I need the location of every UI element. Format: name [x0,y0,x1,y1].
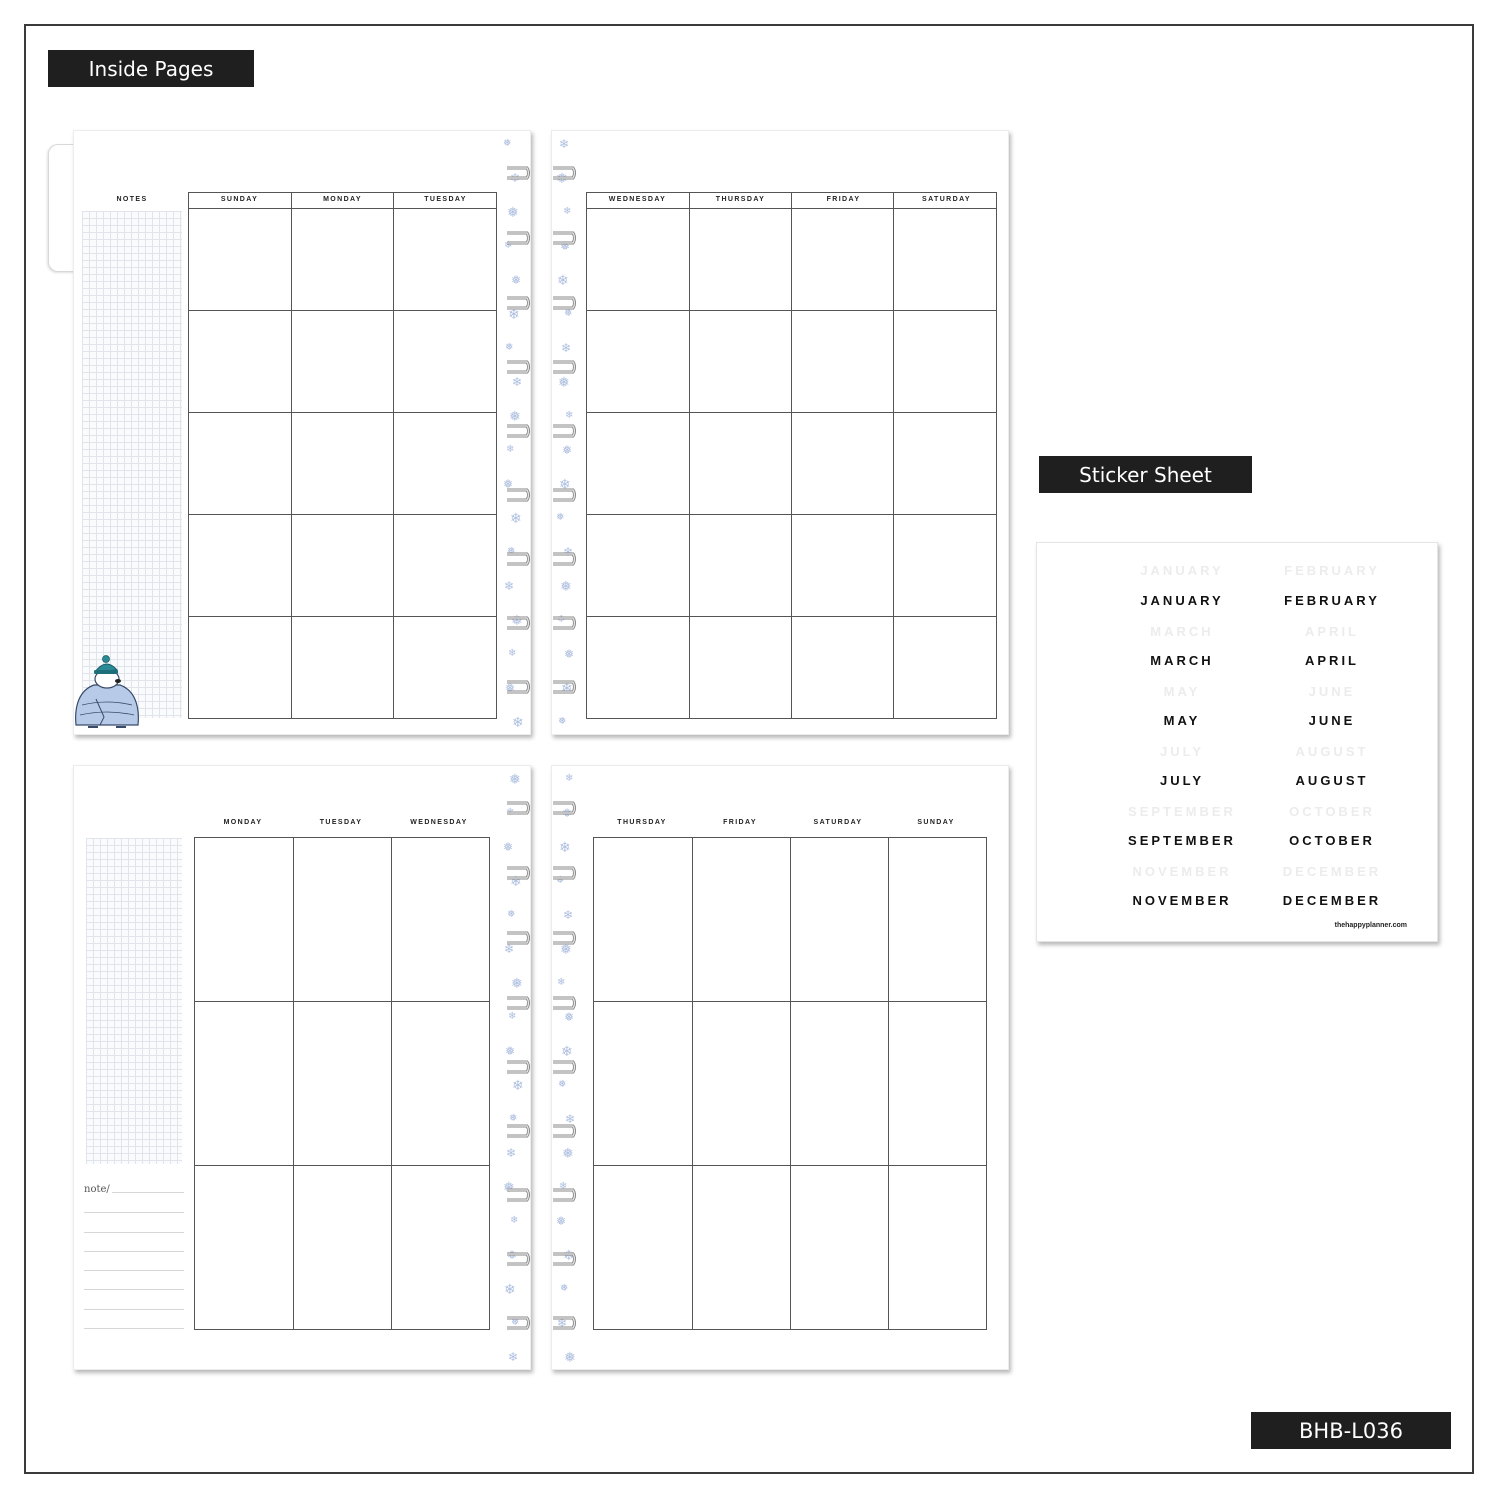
month-sticker: APRIL [1305,653,1359,668]
day-header: SUNDAY [917,819,955,826]
snowflake-icon: ❄ [559,839,571,855]
snowflake-icon: ❅ [507,909,516,920]
day-header: SATURDAY [813,819,863,826]
month-sticker: MAY [1163,713,1201,728]
snowflake-icon: ❄ [510,510,522,526]
snowflake-icon: ❄ [565,410,574,421]
disc-ring-icon [551,989,581,1003]
snowflake-icon: ❅ [509,408,521,424]
snowflake-icon: ❄ [563,908,574,922]
snowflake-icon: ❅ [511,1317,520,1328]
snowflake-icon: ❄ [557,977,566,988]
month-sticker-ghost: NOVEMBER [1132,864,1232,879]
snowflake-icon: ❅ [562,806,573,820]
weekly-right-page [551,765,1009,1370]
snowflake-icon: ❄ [508,306,520,322]
snowflake-icon: ❄ [563,545,574,559]
snowflake-icon: ❅ [511,975,523,991]
weekly-grid-left [194,837,490,1330]
website-text: thehappyplanner.com [1334,922,1407,929]
product-code-label [1251,1412,1451,1449]
snowflake-icon: ❅ [509,1113,518,1124]
disc-ring-icon [551,289,581,303]
note-line [84,1309,184,1310]
month-sticker: JULY [1159,773,1205,788]
snowflake-icon: ❅ [556,875,565,886]
day-header: FRIDAY [826,196,861,203]
month-sticker-ghost: JULY [1159,744,1205,759]
disc-ring-icon [505,353,535,367]
inside-pages-label-text: Inside Pages [88,56,214,81]
snowflake-icon: ❄ [557,614,566,625]
snowflake-icon: ❅ [503,138,512,149]
disc-ring-icon [551,1117,581,1131]
month-sticker-ghost: DECEMBER [1282,864,1382,879]
notes-heading: NOTES [116,196,148,203]
snowflake-icon: ❄ [565,773,574,784]
disc-ring-icon [505,609,535,623]
monthly-grid-right [586,192,997,719]
disc-ring-icon [505,545,535,559]
snowflake-icon: ❅ [558,374,570,390]
snowflake-icon: ❄ [510,1215,519,1226]
snowflake-icon: ❅ [556,170,568,186]
day-header: WEDNESDAY [608,196,667,203]
monthly-grid-left [188,192,497,719]
snowflake-icon: ❅ [511,273,522,287]
snowflake-icon: ❄ [561,1043,573,1059]
disc-ring-icon [551,673,581,687]
day-header: SATURDAY [922,196,971,203]
month-sticker: JANUARY [1140,593,1224,608]
disc-ring-icon [505,159,535,173]
disc-ring-icon [505,1181,535,1195]
note-line [112,1192,184,1193]
snowflake-icon: ❅ [511,612,523,628]
day-header: THURSDAY [617,819,667,826]
snowflake-icon: ❄ [504,579,515,593]
snowflake-icon: ❄ [510,873,522,889]
note-line [84,1212,184,1213]
month-sticker: JUNE [1308,713,1356,728]
day-header: TUESDAY [319,819,363,826]
day-header: TUESDAY [424,196,467,203]
snowflake-icon: ❄ [506,807,515,818]
note-line [84,1232,184,1233]
snowflake-icon: ❅ [564,647,575,661]
note-line [84,1251,184,1252]
snowflake-icon: ❄ [504,942,515,956]
snowflake-icon: ❅ [560,1283,569,1294]
snoopy-character-icon [72,655,142,730]
snowflake-icon: ❅ [556,1214,567,1228]
snowflake-icon: ❄ [561,341,572,355]
snowflake-icon: ❅ [558,1079,567,1090]
snowflake-icon: ❄ [559,476,571,492]
month-sticker-ghost: MAY [1163,684,1201,699]
sticker-sheet-label [1039,456,1252,493]
snowflake-icon: ❅ [562,1145,574,1161]
snowflake-icon: ❄ [565,1112,576,1126]
disc-ring-icon [505,224,535,238]
disc-ring-icon [551,924,581,938]
snowflake-icon: ❄ [506,1146,517,1160]
month-sticker-ghost: JUNE [1308,684,1356,699]
disc-ring-icon [505,1053,535,1067]
weekly-grid-right [593,837,987,1330]
snowflake-icon: ❄ [557,1316,568,1330]
disc-ring-icon [505,794,535,808]
day-header: SUNDAY [220,196,259,203]
note-label: note/ [84,1184,110,1195]
snowflake-icon: ❅ [564,308,573,319]
snowflake-icon: ❅ [560,578,572,594]
day-header: WEDNESDAY [410,819,468,826]
disc-ring-icon [505,1117,535,1131]
snowflake-icon: ❄ [563,1247,575,1263]
snowflake-icon: ❄ [559,137,570,151]
disc-ring-icon [505,924,535,938]
day-header: MONDAY [223,819,263,826]
snowflake-icon: ❄ [510,171,521,185]
snowflake-icon: ❅ [556,512,565,523]
snowflake-icon: ❄ [557,272,569,288]
snowflake-icon: ❄ [512,714,524,730]
notes-grid [82,211,182,718]
snowflake-icon: ❅ [505,342,514,353]
month-sticker-ghost: FEBRUARY [1284,563,1380,578]
month-sticker: OCTOBER [1289,833,1375,848]
month-sticker: NOVEMBER [1132,893,1232,908]
snowflake-icon: ❅ [507,204,519,220]
day-header: THURSDAY [715,196,766,203]
disc-ring-icon [551,417,581,431]
disc-ring-icon [505,1309,535,1323]
snowflake-icon: ❄ [504,1281,516,1297]
notes-grid [86,838,182,1164]
snowflake-icon: ❅ [560,239,571,253]
disc-ring-icon [505,673,535,687]
snowflake-icon: ❄ [508,1350,519,1364]
note-line [84,1270,184,1271]
disc-ring-icon [551,224,581,238]
snowflake-icon: ❄ [506,444,515,455]
weekly-left-page [73,765,531,1370]
month-sticker: SEPTEMBER [1128,833,1236,848]
snowflake-icon: ❄ [559,1181,568,1192]
disc-ring-icon [505,481,535,495]
snowflake-icon: ❅ [503,840,514,854]
disc-ring-icon [551,545,581,559]
disc-ring-icon [551,859,581,873]
snowflake-icon: ❅ [505,681,516,695]
disc-ring-icon [551,609,581,623]
sticker-sheet [1036,542,1438,942]
snowflake-icon: ❅ [564,1349,576,1365]
month-sticker-ghost: OCTOBER [1289,804,1375,819]
disc-ring-icon [505,417,535,431]
disc-ring-icon [551,794,581,808]
disc-ring-icon [505,289,535,303]
snowflake-icon: ❅ [509,771,521,787]
snowflake-icon: ❄ [512,1077,524,1093]
sticker-sheet-label-text: Sticker Sheet [1079,462,1212,487]
month-sticker-ghost: MARCH [1150,624,1214,639]
snowflake-icon: ❄ [504,240,513,251]
snowflake-icon: ❅ [507,1248,518,1262]
month-sticker: AUGUST [1295,773,1369,788]
snowflake-icon: ❅ [558,716,567,727]
snowflake-icon: ❅ [503,1179,515,1195]
month-sticker-ghost: AUGUST [1295,744,1369,759]
disc-ring-icon [551,1245,581,1259]
snowflake-icon: ❅ [564,1010,575,1024]
month-sticker: MARCH [1150,653,1214,668]
snowflake-icon: ❅ [507,546,516,557]
inside-pages-label [48,50,254,87]
note-line [84,1289,184,1290]
snowflake-icon: ❅ [560,941,572,957]
snowflake-icon: ❄ [512,375,523,389]
disc-ring-icon [505,989,535,1003]
note-line [84,1328,184,1329]
snowflake-icon: ❄ [508,1011,517,1022]
disc-ring-icon [505,1245,535,1259]
monthly-right-page [551,130,1009,735]
disc-ring-icon [551,353,581,367]
month-sticker-ghost: SEPTEMBER [1128,804,1236,819]
month-sticker: DECEMBER [1282,893,1382,908]
disc-ring-icon [551,159,581,173]
day-header: FRIDAY [723,819,757,826]
snowflake-icon: ❅ [503,477,514,491]
month-sticker: FEBRUARY [1284,593,1380,608]
disc-ring-icon [551,1309,581,1323]
disc-ring-icon [551,1181,581,1195]
snowflake-icon: ❅ [505,1044,516,1058]
disc-ring-icon [551,481,581,495]
snowflake-icon: ❄ [508,648,517,659]
product-code-text: BHB-L036 [1299,1418,1403,1443]
disc-ring-icon [505,859,535,873]
monthly-left-page [73,130,531,735]
snowflake-icon: ❄ [563,206,572,217]
snowflake-icon: ❄ [561,680,573,696]
month-sticker-ghost: JANUARY [1140,563,1224,578]
month-sticker-ghost: APRIL [1305,624,1359,639]
snowflake-icon: ❅ [562,443,573,457]
disc-ring-icon [551,1053,581,1067]
day-header: MONDAY [323,196,362,203]
